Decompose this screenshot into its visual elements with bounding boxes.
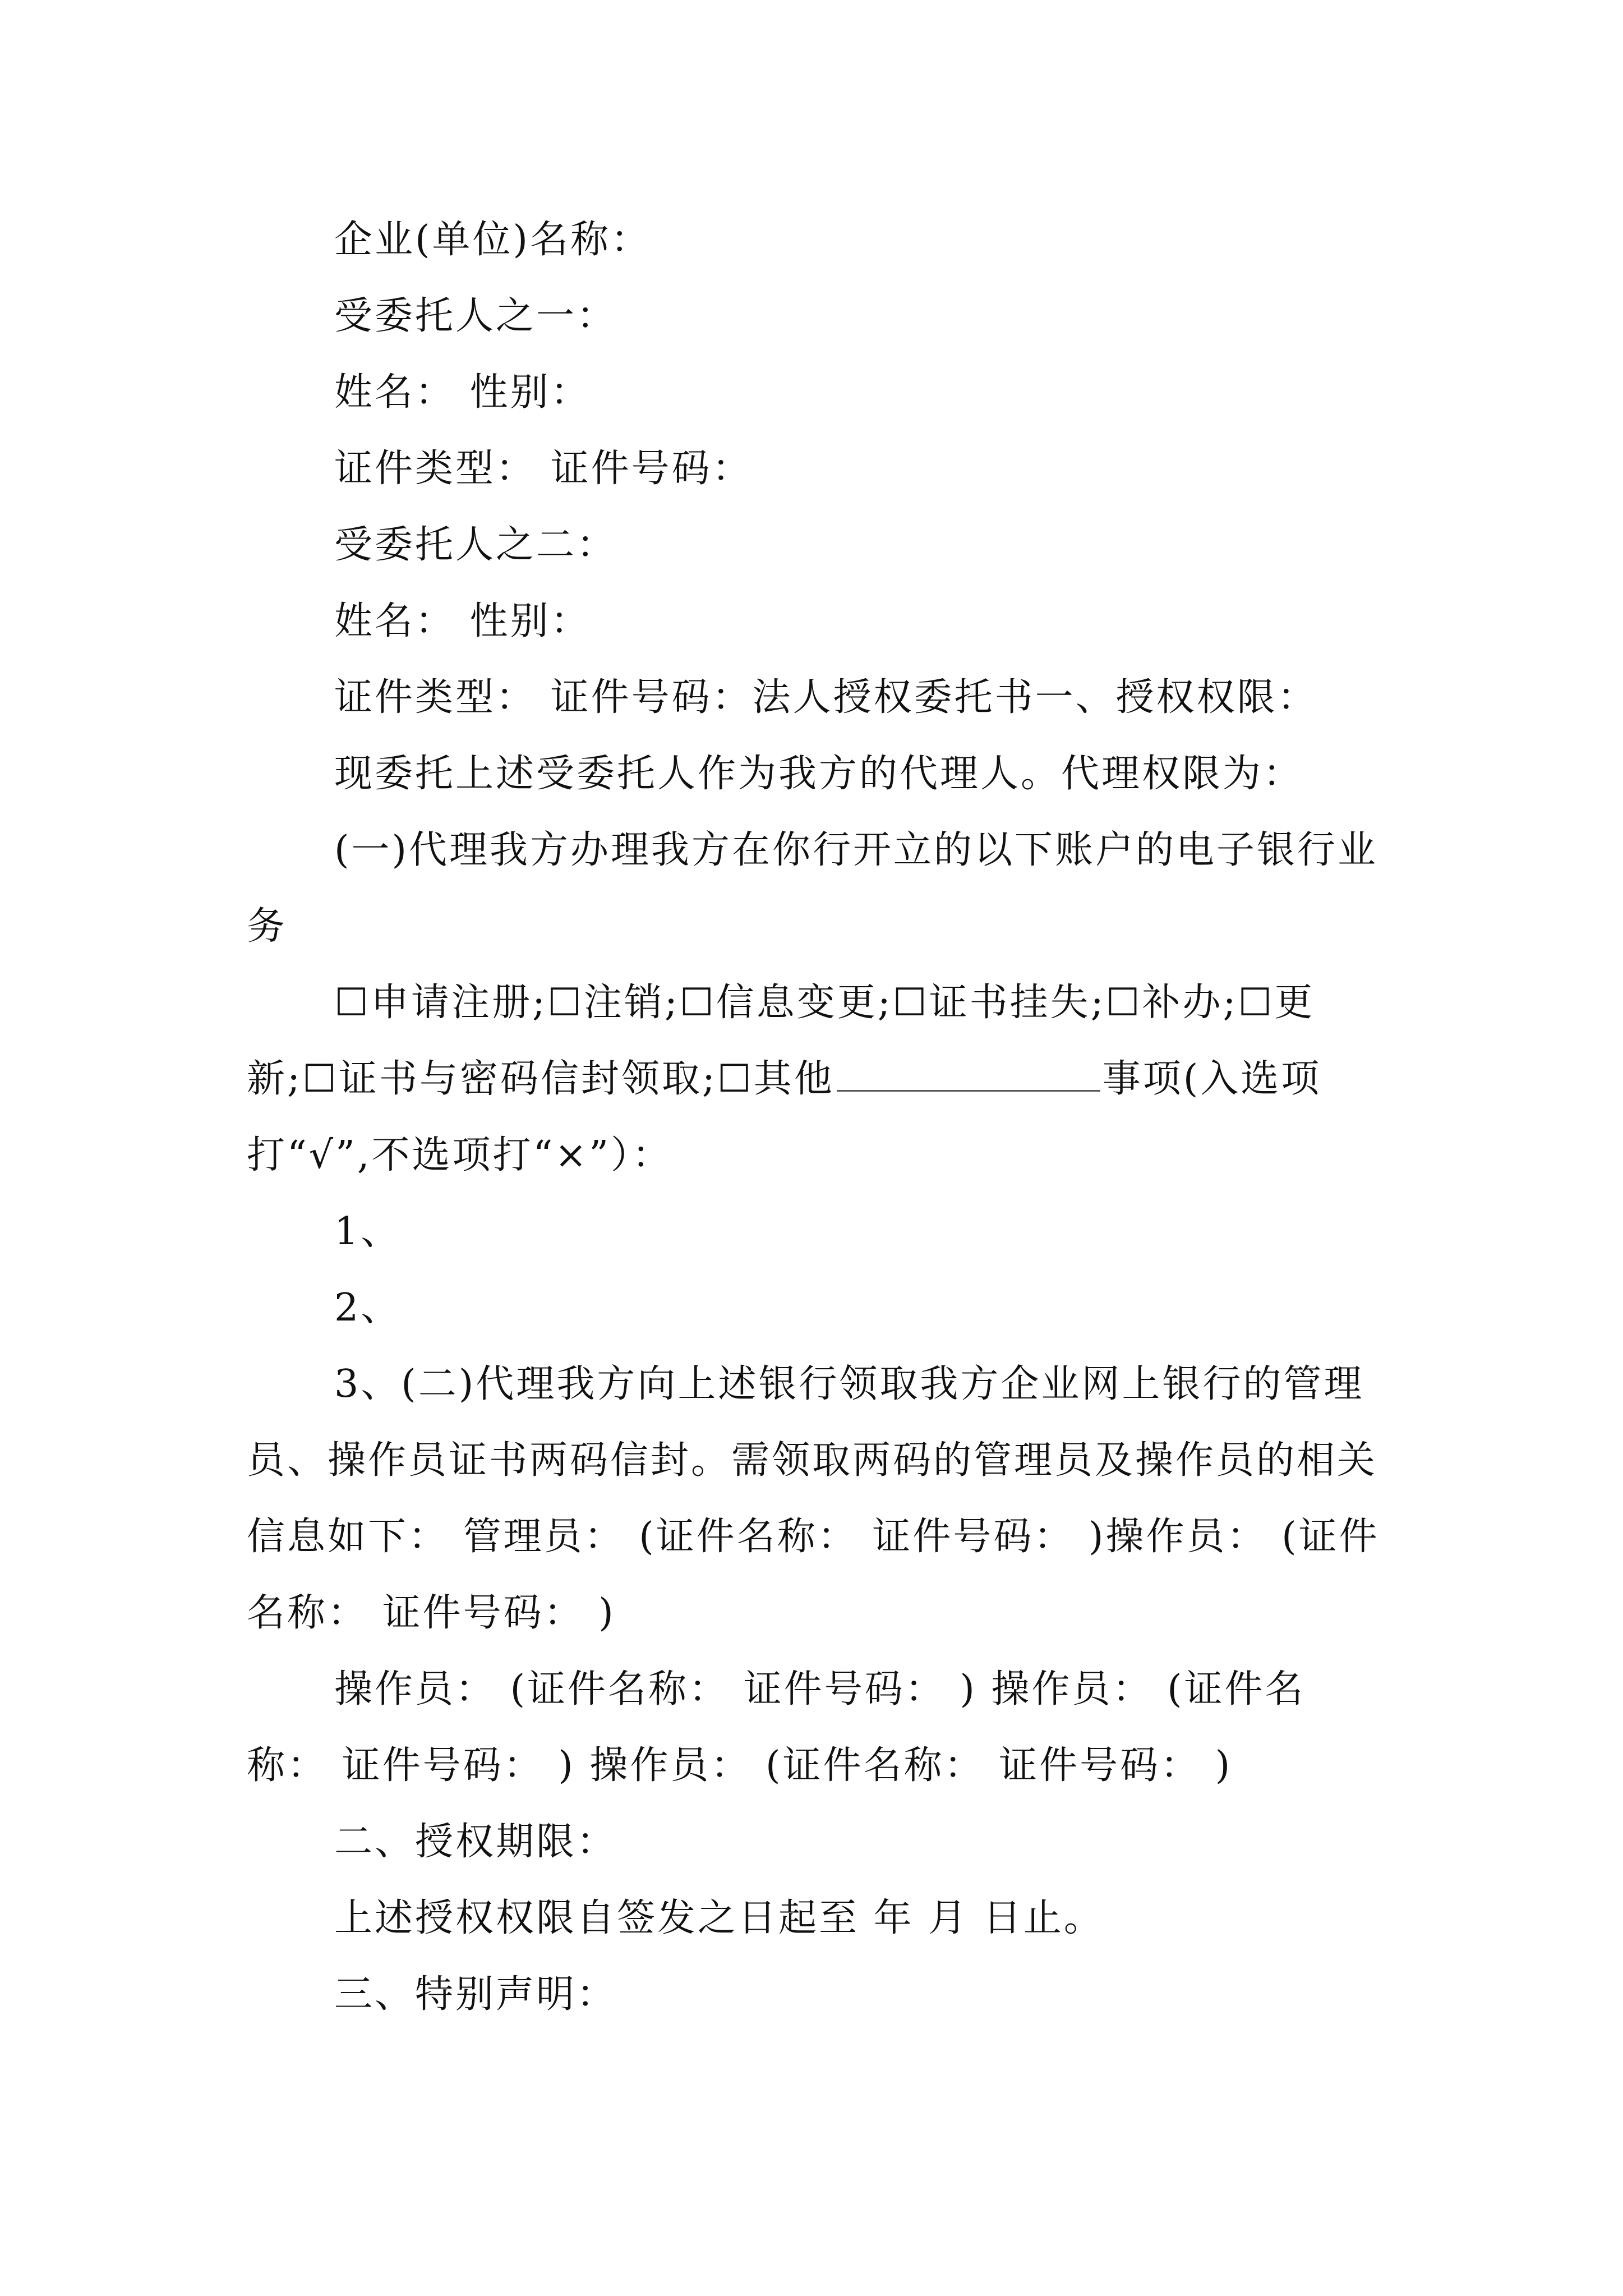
list-item-1: 1、 — [334, 1209, 402, 1254]
service-options-paragraph — [247, 965, 1385, 1194]
trustee-two-heading: 受委托人之二： — [334, 523, 617, 567]
section-three-heading: 三、特别声明： — [334, 1972, 617, 2017]
trustee-two-name-gender: 姓名： 性别： — [334, 599, 591, 643]
other-item-blank — [837, 1062, 1100, 1092]
authority-item-one: (一)代理我方办理我方在你行开立的以下账户的电子银行业务 — [247, 828, 1378, 949]
section-two-heading: 二、授权期限： — [334, 1820, 617, 1864]
trustee-two-id-and-section-one: 证件类型： 证件号码：法人授权委托书一、授权权限： — [334, 675, 1318, 720]
trustee-one-heading: 受委托人之一： — [334, 294, 617, 338]
authorization-period-line: 上述授权权限自签发之日起至 年 月 日止。 — [334, 1896, 1104, 1940]
document-body — [247, 202, 1385, 2033]
list-item-2: 2、 — [334, 1286, 402, 1330]
authority-item-two: 3、(二)代理我方向上述银行领取我方企业网上银行的管理员、操作员证书两码信封。需领取两码的管理员及操作员的相关信息如下： 管理员： (证件名称： 证件号码： )操作员： (证件名称： 证件号码： ) — [247, 1362, 1380, 1635]
trustee-one-id-line: 证件类型： 证件号码： — [334, 447, 753, 491]
operators-paragraph: 操作员： (证件名称： 证件号码： ) 操作员： (证件名称： 证件号码： ) 操作员： (证件名称： 证件号码： ) — [247, 1667, 1306, 1788]
service-options-instruction: 事项(入选项打“√”,不选项打“×”）： — [247, 1057, 1322, 1177]
company-name-line: 企业(单位)名称： — [334, 218, 652, 262]
service-options-text: ☐申请注册;☐注销;☐信息变更;☐证书挂失;☐补办;☐更新;☐证书与密码信封领取;☐其他 — [247, 981, 1315, 1101]
trustee-one-name-gender: 姓名： 性别： — [334, 370, 591, 415]
authority-intro: 现委托上述受委托人作为我方的代理人。代理权限为： — [334, 752, 1304, 796]
